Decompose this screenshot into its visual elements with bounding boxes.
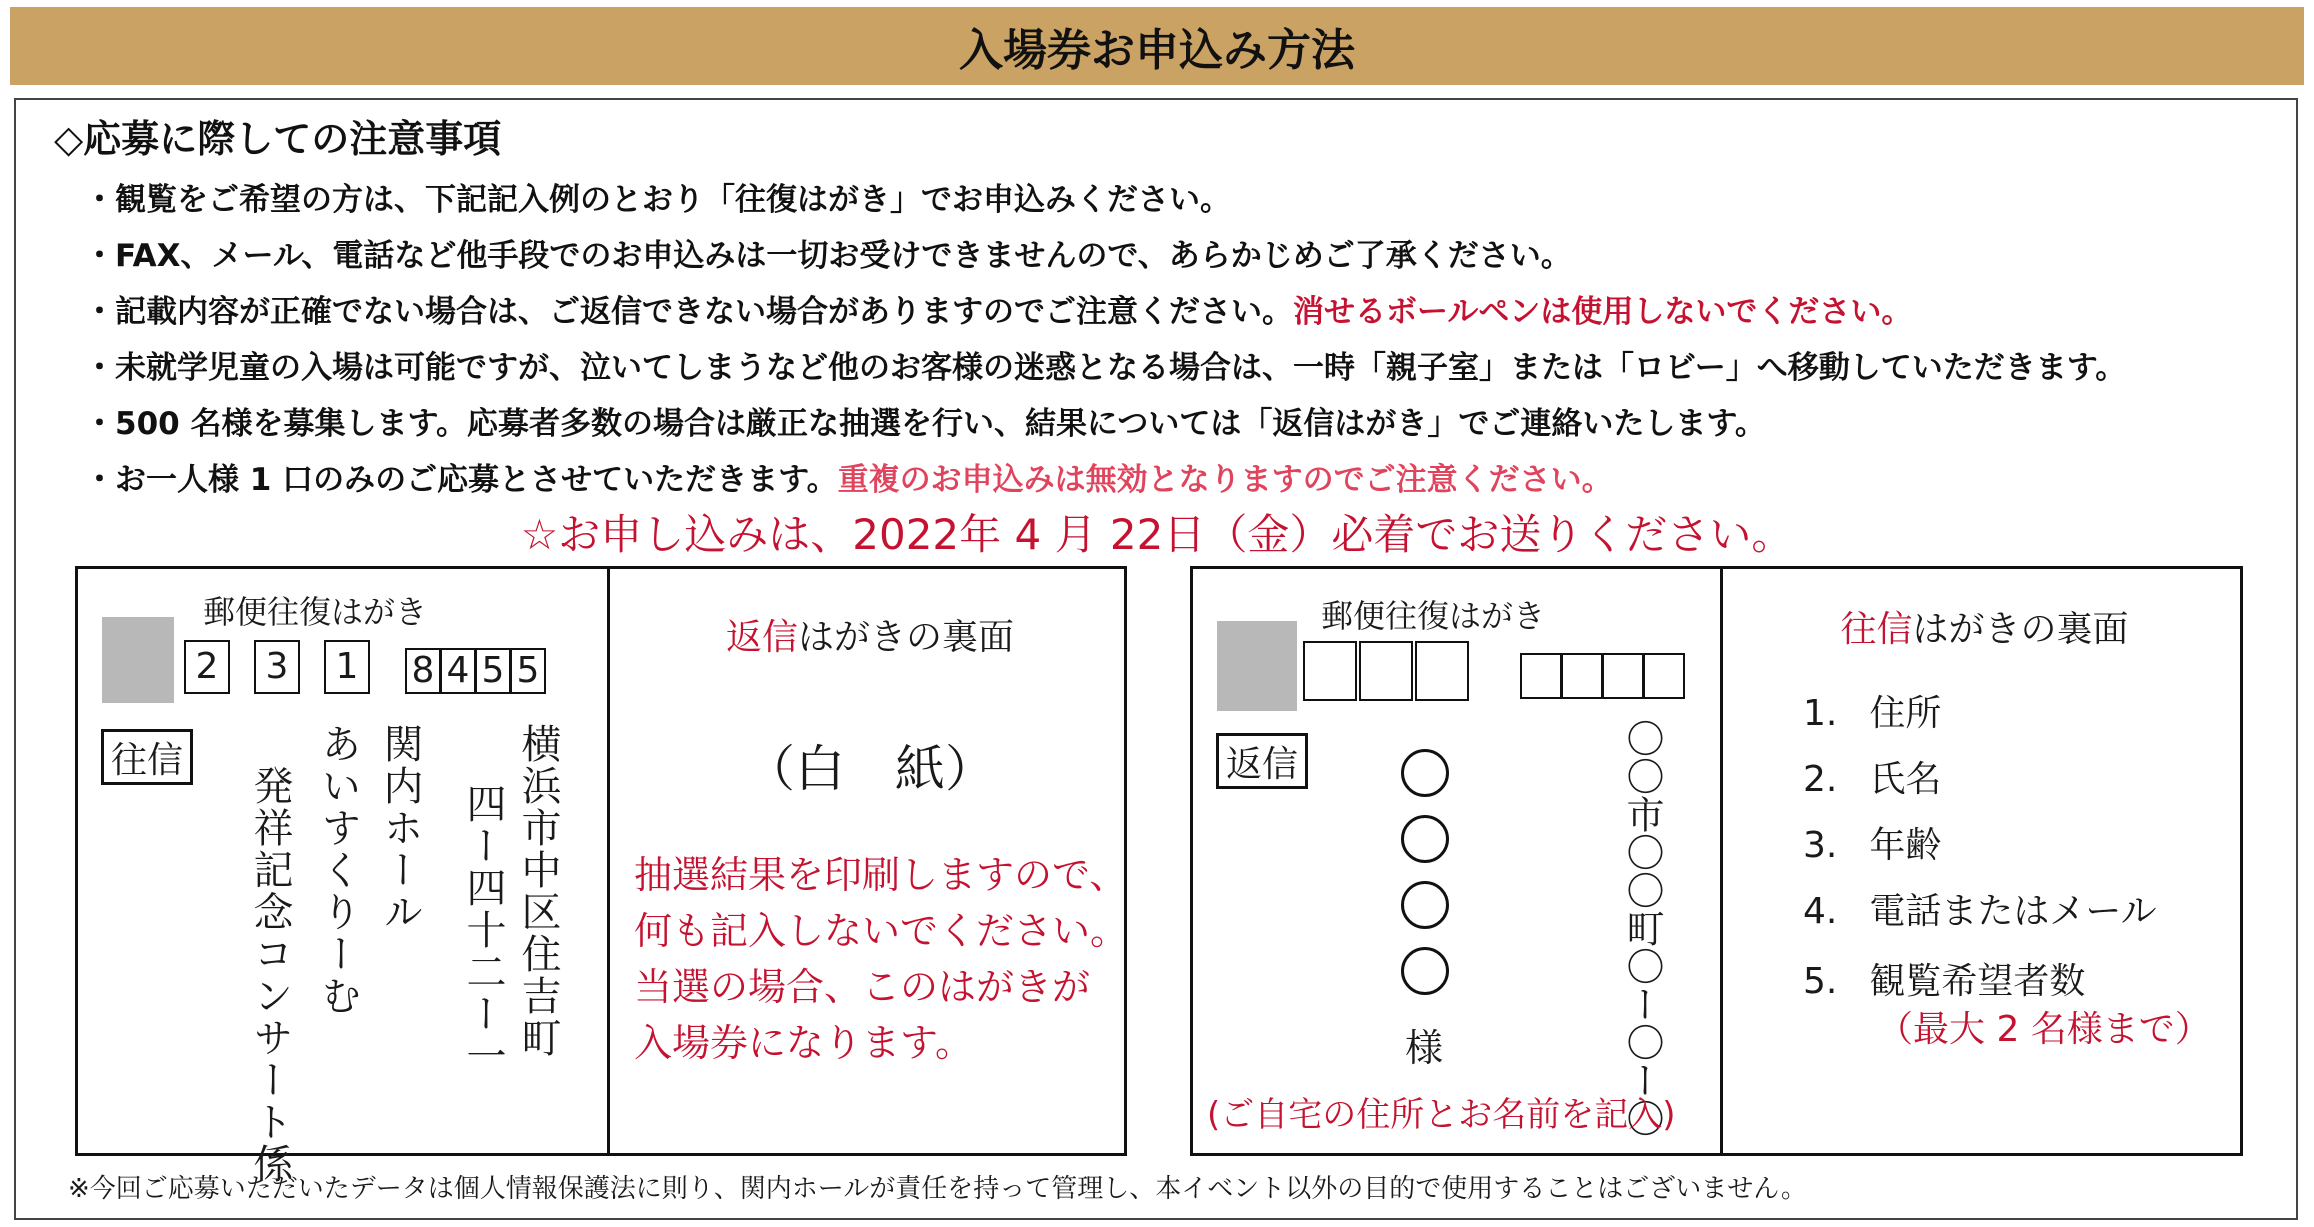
recipient-name: あいすくりーむ <box>315 723 361 1017</box>
address-line-1: 横浜市中区住吉町 <box>515 723 561 1059</box>
notice-item: ・FAX、メール、電話など他手段でのお申込みは一切お受けできませんので、あらかじめご了承ください。 <box>84 238 1572 274</box>
notice-item: ・お一人様 1 口のみのご応募とさせていただきます。重複のお申込みは無効となりますのでご注意ください。 <box>84 462 1613 498</box>
privacy-footer: ※今回ご応募いただいたデータは個人情報保護法に則り、関内ホールが責任を持って管理し、本イベント以外の目的で使用することはございません。 <box>68 1174 1807 1204</box>
recipient-venue: 関内ホール <box>377 723 423 933</box>
honorific: 様 <box>1405 1026 1444 1070</box>
postal-code-box <box>1303 641 1357 701</box>
outgoing-tag: 往信 <box>101 729 193 785</box>
reply-address-note: (ご自宅の住所とお名前を記入) <box>1207 1095 1676 1135</box>
postal-code-box <box>1602 653 1644 699</box>
postal-code-box <box>1561 653 1603 699</box>
notice-item: ・500 名様を募集します。応募者多数の場合は厳正な抽選を行い、結果については「返信はがき」でご連絡いたします。 <box>84 406 1766 442</box>
list-item: 3. 年齢 <box>1803 825 1942 866</box>
name-circle <box>1401 881 1449 929</box>
page-header <box>10 7 2304 85</box>
page-title: 入場券お申込み方法 <box>959 25 1355 76</box>
postal-code-box: 2 <box>184 640 230 694</box>
postal-code-box: 1 <box>324 640 370 694</box>
postal-code-box: 8 <box>405 648 441 694</box>
card-divider <box>1720 569 1723 1153</box>
list-item: 2. 氏名 <box>1803 759 1942 800</box>
notice-emphasis: 消せるボールペンは使用しないでください。 <box>1293 294 1913 330</box>
notice-item: ・観覧をご希望の方は、下記記入例のとおり「往復はがき」でお申込みください。 <box>84 182 1231 218</box>
list-item: 5. 観覧希望者数 <box>1803 961 2086 1002</box>
reply-tag: 返信 <box>1216 733 1308 789</box>
postal-code-box <box>1359 641 1413 701</box>
postcard-label: 郵便往復はがき <box>1321 597 1546 635</box>
notice-item: ・記載内容が正確でない場合は、ご返信できない場合がありますのでご注意ください。消せるボールペンは使用しないでください。 <box>84 294 1913 330</box>
reply-back-message: 抽選結果を印刷しますので、 何も記入しないでください。 当選の場合、このはがきが 入場券になります。 <box>634 853 1129 1065</box>
postal-code-box: 5 <box>510 648 546 694</box>
name-circle <box>1401 947 1449 995</box>
address-vertical: 〇〇市〇〇町〇ー〇ー〇 <box>1620 719 1664 1137</box>
card-reply-example <box>1190 566 2243 1156</box>
name-circle <box>1401 815 1449 863</box>
postal-code-box: 5 <box>475 648 511 694</box>
postal-code-box <box>1643 653 1685 699</box>
blank-label: （白 紙） <box>745 740 995 798</box>
recipient-dept: 発祥記念コンサート係 <box>247 765 293 1185</box>
postal-code-box: 3 <box>254 640 300 694</box>
list-item: 1. 住所 <box>1803 693 1942 734</box>
list-note: （最大 2 名様まで） <box>1877 1009 2211 1050</box>
address-line-2: 四ー四十二ー一 <box>460 783 506 1077</box>
name-circle <box>1401 749 1449 797</box>
list-item: 4. 電話またはメール <box>1803 891 2157 932</box>
notice-title: ◇応募に際しての注意事項 <box>54 117 502 161</box>
postal-code-box <box>1520 653 1562 699</box>
notice-emphasis: 重複のお申込みは無効となりますのでご注意ください。 <box>837 462 1613 498</box>
outgoing-back-title: 往信はがきの裏面 <box>1840 609 2129 650</box>
postcard-label: 郵便往復はがき <box>203 593 428 631</box>
notice-item: ・未就学児童の入場は可能ですが、泣いてしまうなど他のお客様の迷惑となる場合は、一時「親子室」または「ロビー」へ移動していただきます。 <box>84 350 2127 386</box>
stamp-placeholder <box>1217 621 1297 711</box>
notice-list <box>84 172 2284 508</box>
postal-code-box: 4 <box>440 648 476 694</box>
card-outgoing-example <box>75 566 1129 1185</box>
reply-back-title: 返信はがきの裏面 <box>725 617 1015 658</box>
stamp-placeholder <box>102 617 174 703</box>
deadline-notice: ☆お申し込みは、2022年 4 月 22日（金）必着でお送りください。 <box>520 510 1794 559</box>
postal-code-box <box>1415 641 1469 701</box>
